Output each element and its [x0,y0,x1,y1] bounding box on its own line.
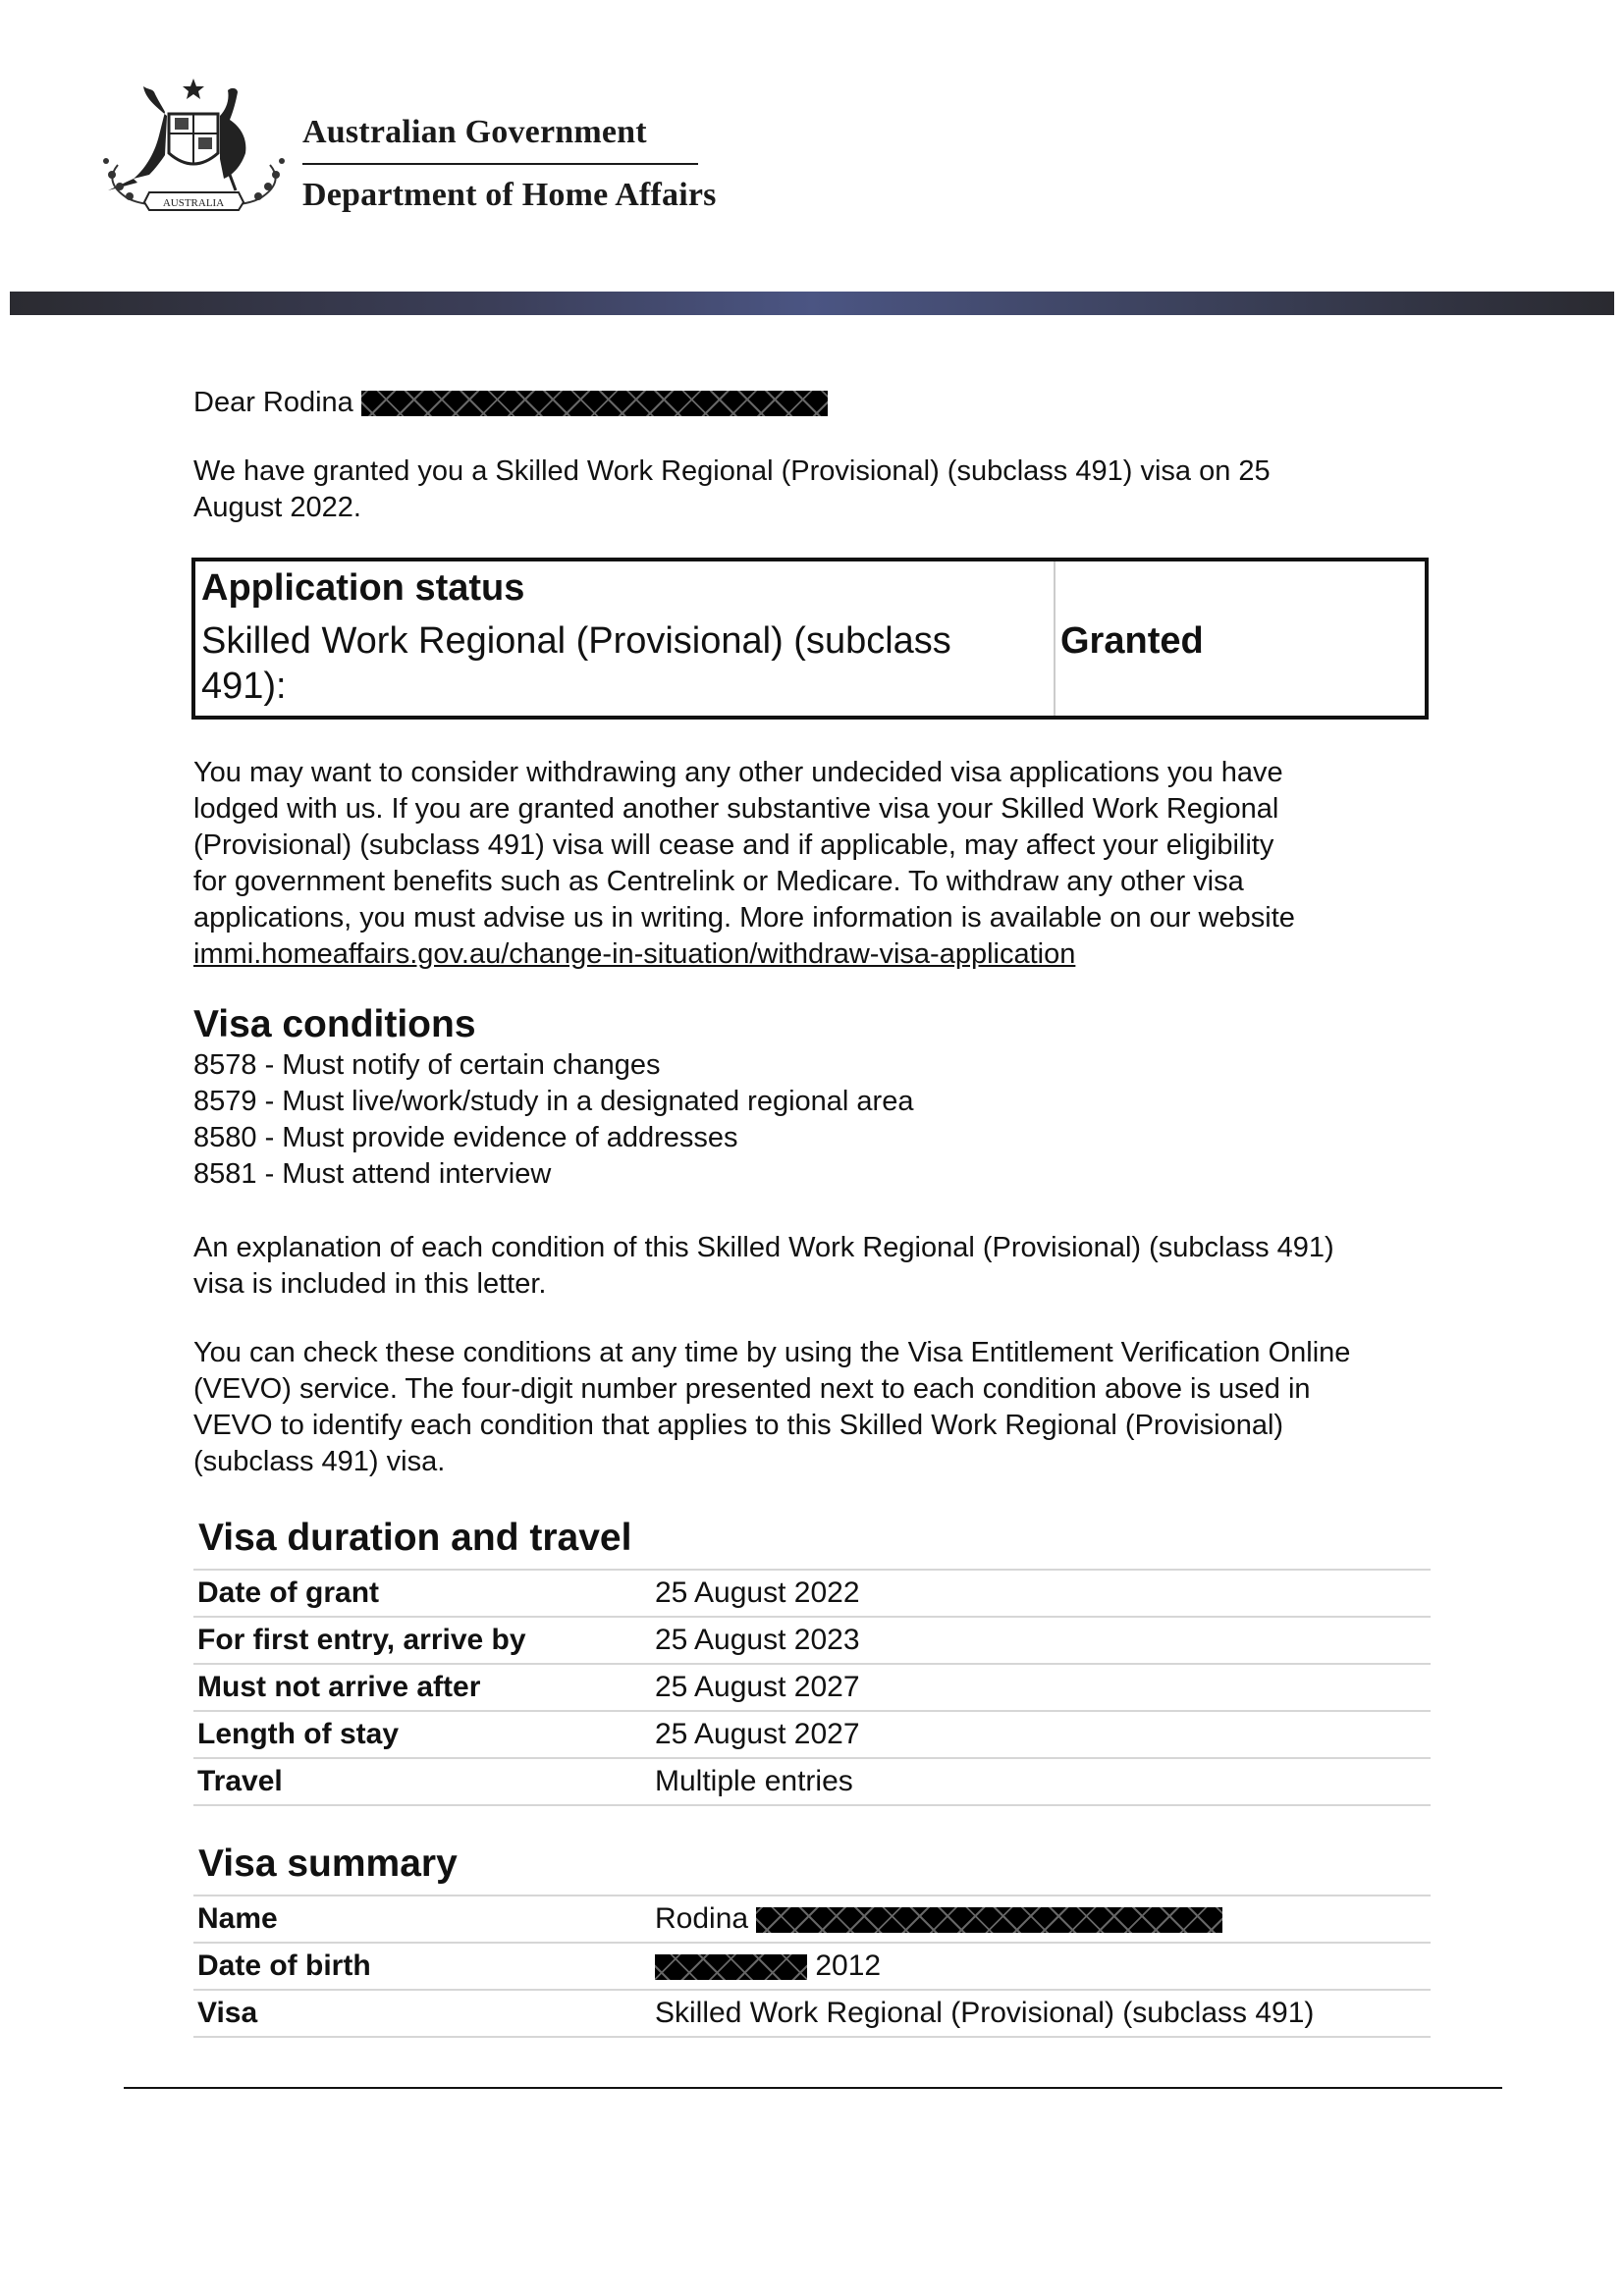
paragraph-line: for government benefits such as Centrelink or Medicare. To withdraw any other visa [193,866,1244,897]
condition-item: 8580 - Must provide evidence of addresses [193,1122,738,1153]
paragraph-line: (VEVO) service. The four-digit number presented next to each condition above is used in [193,1373,1311,1405]
visa-summary-heading: Visa summary [198,1842,458,1885]
table-row [193,1617,1431,1664]
paragraph-line: You can check these conditions at any time by using the Visa Entitlement Verification Online [193,1337,1351,1368]
table-row [193,1896,1431,1943]
paragraph-line: You may want to consider withdrawing any other undecided visa applications you have [193,757,1283,788]
header-divider [302,163,698,165]
row-value [651,1896,1431,1943]
row-label: Must not arrive after [193,1664,651,1711]
table-row [193,1758,1431,1805]
department-name: Department of Home Affairs [302,177,717,213]
paragraph-line: An explanation of each condition of this Skilled Work Regional (Provisional) (subclass 491) [193,1232,1334,1263]
paragraph-line: VEVO to identify each condition that applies to this Skilled Work Regional (Provisional) [193,1410,1284,1441]
grant-intro [193,454,1271,526]
grant-intro-line: We have granted you a Skilled Work Regional (Provisional) (subclass 491) visa on 25 [193,455,1271,487]
row-label: Date of grant [193,1570,651,1617]
row-value: 25 August 2027 [651,1711,1431,1758]
application-status-visa: Skilled Work Regional (Provisional) (subclass 491): [201,620,951,707]
paragraph-line: (Provisional) (subclass 491) visa will cease and if applicable, may affect your eligibility [193,829,1274,861]
row-value: 25 August 2022 [651,1570,1431,1617]
salutation-text: Dear Rodina [193,387,353,418]
visa-duration-heading: Visa duration and travel [198,1517,632,1559]
row-value: Multiple entries [651,1758,1431,1805]
row-label: Visa [193,1990,651,2037]
paragraph-line: visa is included in this letter. [193,1268,547,1300]
name-value: Rodina [655,1902,749,1935]
withdraw-paragraph [193,755,1295,973]
withdraw-visa-link[interactable]: immi.homeaffairs.gov.au/change-in-situation/withdraw-visa-application [193,938,1076,970]
condition-item: 8581 - Must attend interview [193,1158,552,1190]
row-label: Name [193,1896,651,1943]
table-row [193,1711,1431,1758]
row-label: Length of stay [193,1711,651,1758]
table-row [193,1990,1431,2037]
paragraph-line: (subclass 491) visa. [193,1446,446,1477]
row-value: Skilled Work Regional (Provisional) (subclass 491) [651,1990,1431,2037]
paragraph-line: lodged with us. If you are granted another substantive visa your Skilled Work Regional [193,793,1279,825]
condition-item: 8579 - Must live/work/study in a designated regional area [193,1086,914,1117]
table-row [193,1664,1431,1711]
row-value: 25 August 2027 [651,1664,1431,1711]
svg-text:AUSTRALIA: AUSTRALIA [162,197,225,209]
conditions-list [193,1047,913,1193]
row-value: 25 August 2023 [651,1617,1431,1664]
grant-intro-line: August 2022. [193,492,361,523]
visa-duration-table [193,1569,1431,1806]
table-row [193,1943,1431,1990]
paragraph-line: applications, you must advise us in writing. More information is available on our website [193,902,1295,934]
redacted-birth-date [655,1954,807,1980]
status-divider [1054,561,1056,716]
redacted-surname [756,1907,1222,1933]
salutation [193,385,828,421]
table-row [193,1570,1431,1617]
visa-conditions-section [193,1002,913,1193]
birth-year: 2012 [815,1949,882,1982]
row-value [651,1943,1431,1990]
redacted-surname [361,391,828,416]
application-status-value: Granted [1060,620,1204,662]
row-label: Date of birth [193,1943,651,1990]
government-name: Australian Government [302,114,647,150]
conditions-explanation [193,1230,1334,1303]
header-banner [10,292,1614,315]
application-status-heading: Application status [201,567,525,609]
visa-summary-table [193,1895,1431,2038]
footer-divider [124,2087,1502,2089]
condition-item: 8578 - Must notify of certain changes [193,1049,661,1081]
row-label: Travel [193,1758,651,1805]
visa-conditions-heading: Visa conditions [193,1003,476,1045]
vevo-paragraph [193,1335,1350,1480]
row-label: For first entry, arrive by [193,1617,651,1664]
coat-of-arms-logo [98,77,290,219]
